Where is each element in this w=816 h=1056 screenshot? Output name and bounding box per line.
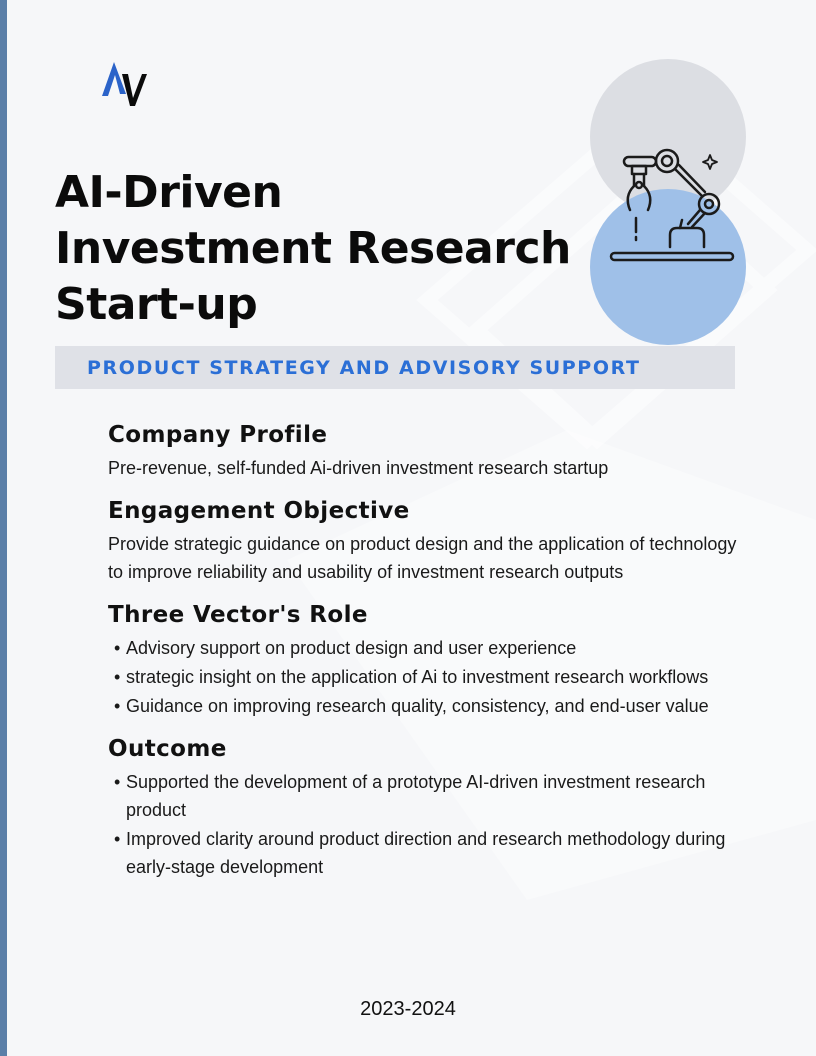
bullet-list: [108, 634, 738, 720]
bullet-icon: •: [114, 829, 121, 849]
title-line-3: Start-up: [55, 279, 258, 330]
list-item: [108, 634, 738, 662]
section-company-profile: [108, 420, 738, 482]
section-heading: Engagement Objective: [108, 498, 410, 524]
list-item-text: strategic insight on the application of Ai to investment research workflows: [126, 667, 709, 687]
list-item: [108, 768, 738, 824]
section-heading: Three Vector's Role: [108, 602, 368, 628]
section-outcome: [108, 734, 738, 881]
list-item: [108, 825, 738, 881]
section-role: [108, 600, 738, 720]
section-text: Pre-revenue, self-funded Ai-driven investment research startup: [108, 458, 609, 478]
bullet-icon: •: [114, 696, 121, 716]
subtitle-band: [55, 346, 735, 389]
subtitle-text: PRODUCT STRATEGY AND ADVISORY SUPPORT: [87, 356, 641, 379]
list-item: [108, 663, 738, 691]
robotic-arm-icon: [604, 140, 744, 266]
bullet-icon: •: [114, 667, 121, 687]
page-title: [55, 165, 571, 333]
content-area: [108, 420, 738, 895]
left-accent-stripe: [0, 0, 7, 1056]
list-item: [108, 692, 738, 720]
list-item-text: Guidance on improving research quality, consistency, and end-user value: [126, 696, 709, 716]
list-item-text: Advisory support on product design and user experience: [126, 638, 577, 658]
title-line-1: AI-Driven: [55, 167, 283, 218]
section-text: Provide strategic guidance on product design and the application of technology to improve reliability and usability of investment research outputs: [108, 534, 737, 582]
list-item-text: Improved clarity around product direction and research methodology during early-stage development: [126, 829, 726, 877]
title-line-2: Investment Research: [55, 223, 571, 274]
bullet-list: [108, 768, 738, 881]
section-engagement-objective: [108, 496, 738, 586]
section-heading: Outcome: [108, 736, 227, 762]
date-range: 2023-2024: [360, 998, 456, 1020]
company-logo-icon: [100, 60, 148, 108]
section-heading: Company Profile: [108, 422, 328, 448]
bullet-icon: •: [114, 638, 121, 658]
list-item-text: Supported the development of a prototype AI-driven investment research product: [126, 772, 706, 820]
bullet-icon: •: [114, 772, 121, 792]
